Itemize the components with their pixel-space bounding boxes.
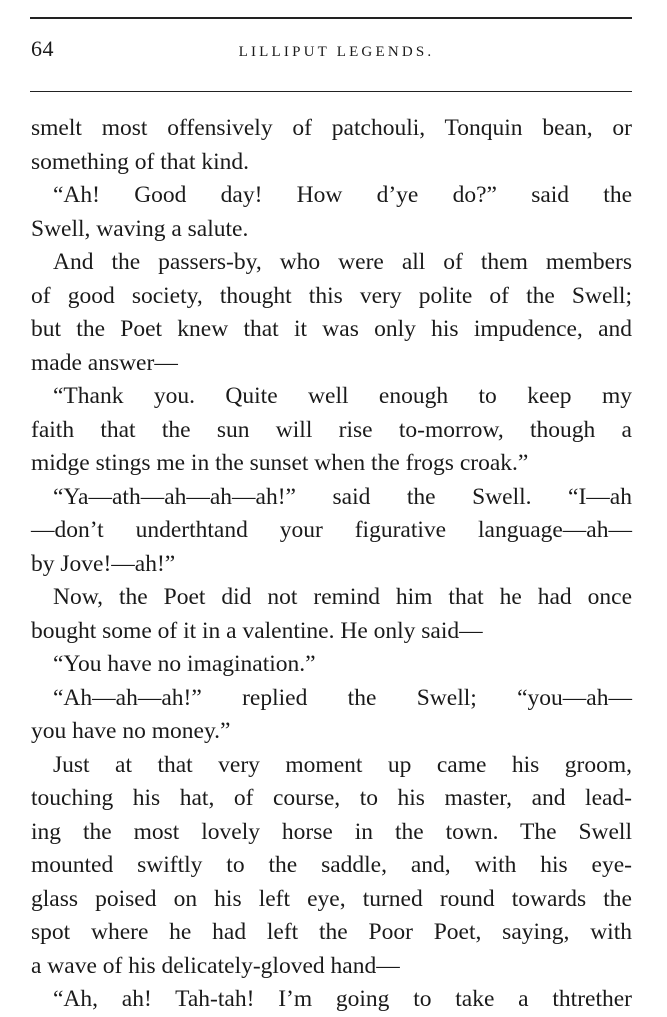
text-line: Just at that very moment up came his groom, (53, 751, 632, 778)
running-head: LILLIPUT LEGENDS. (238, 44, 435, 60)
text-line: of good society, thought this very polite of the Swell; (31, 282, 632, 309)
text-line: bought some of it in a valentine. He only said— (31, 617, 483, 644)
text-line: ing the most lovely horse in the town. The Swell (31, 818, 632, 845)
text-line: but the Poet knew that it was only his impudence, and (31, 316, 632, 342)
text-line: made answer— (31, 349, 178, 376)
text-line: by Jove!—ah!” (31, 550, 176, 577)
text-line: midge stings me in the sunset when the frogs croak.” (31, 450, 529, 476)
text-line: “Thank you. Quite well enough to keep my (53, 383, 632, 409)
text-line: spot where he had left the Poor Poet, saying, with (31, 919, 632, 945)
text-line: something of that kind. (31, 148, 250, 175)
text-line: faith that the sun will rise to-morrow, though a (31, 416, 632, 443)
header-rule (30, 91, 632, 92)
text-line: “Ya—ath—ah—ah—ah!” said the Swell. “I—ah (53, 483, 632, 510)
text-line: “You have no imagination.” (53, 651, 316, 677)
page-number: 64 (31, 36, 54, 61)
text-line: Swell, waving a salute. (31, 215, 249, 242)
text-line: a wave of his delicately-gloved hand— (31, 952, 400, 979)
text-line: glass poised on his left eye, turned round towards the (31, 885, 632, 912)
top-rule (30, 17, 632, 19)
text-line: Now, the Poet did not remind him that he had once (53, 584, 632, 610)
text-line: “Ah! Good day! How d’ye do?” said the (53, 182, 632, 208)
text-line: “Ah—ah—ah!” replied the Swell; “you—ah— (53, 684, 632, 711)
text-line: you have no money.” (31, 718, 231, 744)
text-line: And the passers-by, who were all of them members (53, 249, 632, 275)
text-line: mounted swiftly to the saddle, and, with his eye- (31, 852, 632, 878)
body-text (31, 112, 632, 1017)
text-line: touching his hat, of course, to his master, and lead- (31, 785, 632, 811)
text-line: —don’t underthtand your figurative language—ah— (31, 517, 632, 543)
text-line: smelt most offensively of patchouli, Tonquin bean, or (31, 115, 632, 141)
text-line: “Ah, ah! Tah-tah! I’m going to take a thtrether (53, 986, 632, 1012)
